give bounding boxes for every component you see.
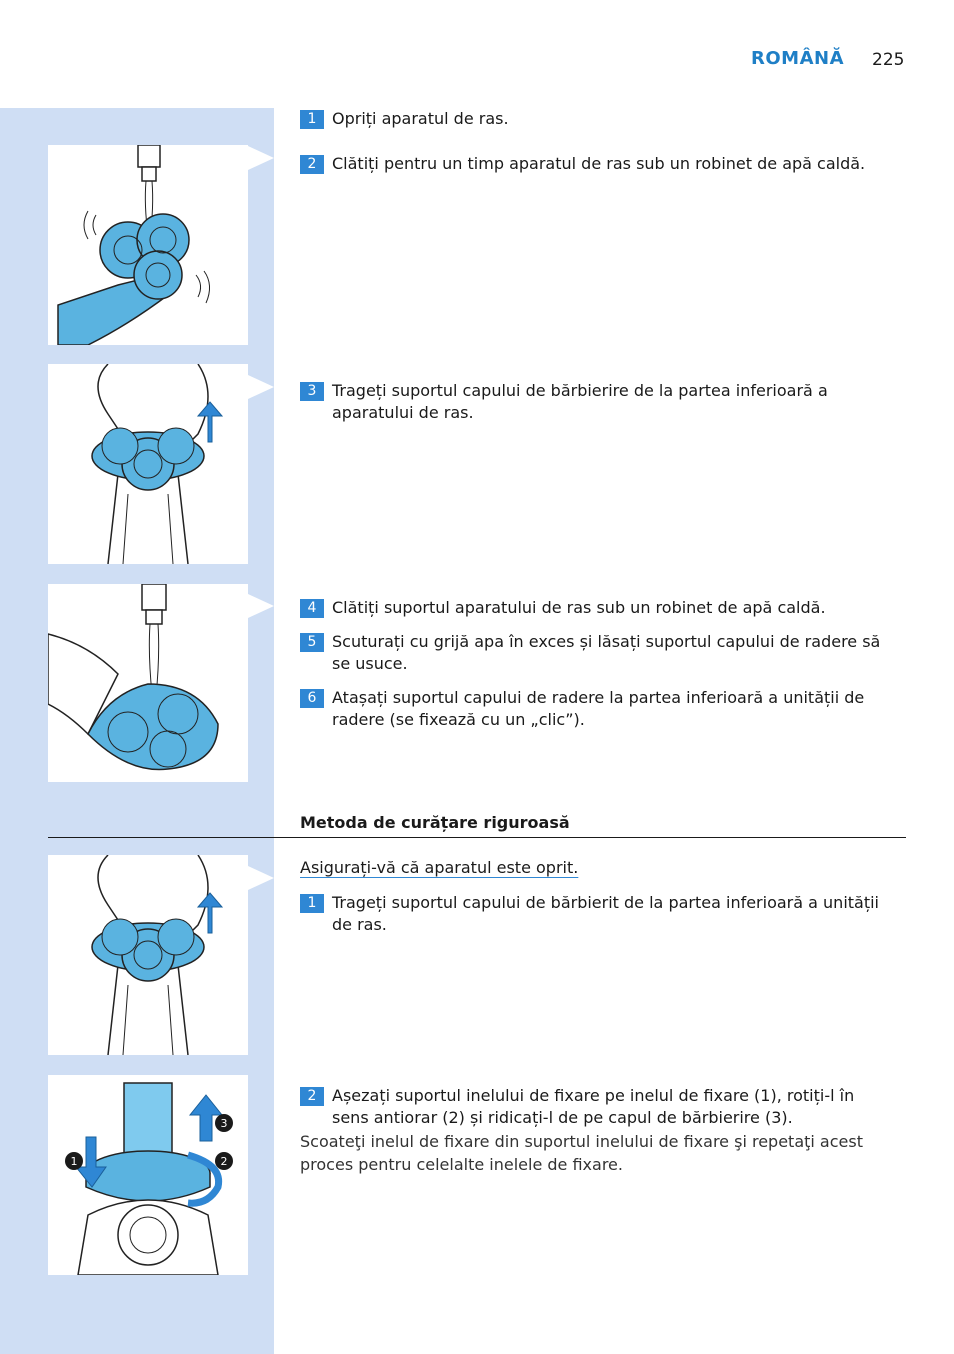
step-text: Trageți suportul capului de bărbierit de la partea inferioară a unității de ras. xyxy=(332,893,879,934)
figure-rinse-shaver xyxy=(48,145,248,345)
step-item xyxy=(300,153,900,175)
page-number: 225 xyxy=(872,50,905,70)
step-number: 6 xyxy=(300,689,324,708)
step-item xyxy=(300,108,900,130)
figure-pull-holder xyxy=(48,364,248,564)
step-number: 5 xyxy=(300,633,324,652)
step-text: Opriți aparatul de ras. xyxy=(332,109,509,128)
language-header: ROMÂNĂ xyxy=(751,48,844,69)
figure-pointer xyxy=(248,594,274,618)
figure-pointer xyxy=(248,866,274,890)
figure-pull-holder-thorough xyxy=(48,855,248,1055)
figure-pointer xyxy=(248,375,274,399)
figure-rinse-holder xyxy=(48,584,248,782)
step-text: Trageți suportul capului de bărbierire de la partea inferioară a aparatului de ras. xyxy=(332,381,828,422)
step-text: Scuturați cu grijă apa în exces și lăsați suportul capului de radere să se usuce. xyxy=(332,632,881,673)
step-number: 2 xyxy=(300,1087,324,1106)
instruction-paragraph: Scoateţi inelul de fixare din suportul inelului de fixare şi repetaţi acest proces pentru celelalte inelele de fixare. xyxy=(300,1132,863,1174)
step-number: 4 xyxy=(300,599,324,618)
step-text: Așezați suportul inelului de fixare pe inelul de fixare (1), rotiți-l în sens antiorar (2) și ridicați-l de pe capul de bărbierire (3). xyxy=(332,1086,855,1127)
step-item xyxy=(300,631,895,675)
step-item xyxy=(300,687,895,731)
step-text: Atașați suportul capului de radere la partea inferioară a unității de radere (se fixează cu un „clic”). xyxy=(332,688,865,729)
section-divider xyxy=(48,837,906,838)
step-number: 1 xyxy=(300,894,324,913)
step-item xyxy=(300,1085,890,1129)
step-text: Clătiți suportul aparatului de ras sub un robinet de apă caldă. xyxy=(332,598,826,617)
figure-label-3: 3 xyxy=(220,1117,228,1130)
step-number: 2 xyxy=(300,155,324,174)
figure-retaining-ring xyxy=(48,1075,248,1275)
section-title: Metoda de curățare riguroasă xyxy=(300,813,570,832)
step-item xyxy=(300,597,900,619)
step-item xyxy=(300,892,900,936)
step-number: 1 xyxy=(300,110,324,129)
figure-label-2: 2 xyxy=(220,1155,228,1168)
step-text: Clătiți pentru un timp aparatul de ras sub un robinet de apă caldă. xyxy=(332,154,866,173)
figure-pointer xyxy=(248,146,274,170)
step-number: 3 xyxy=(300,382,324,401)
safety-note: Asigurați-vă că aparatul este oprit. xyxy=(300,858,579,877)
figure-label-1: 1 xyxy=(70,1155,78,1168)
step-item xyxy=(300,380,860,424)
